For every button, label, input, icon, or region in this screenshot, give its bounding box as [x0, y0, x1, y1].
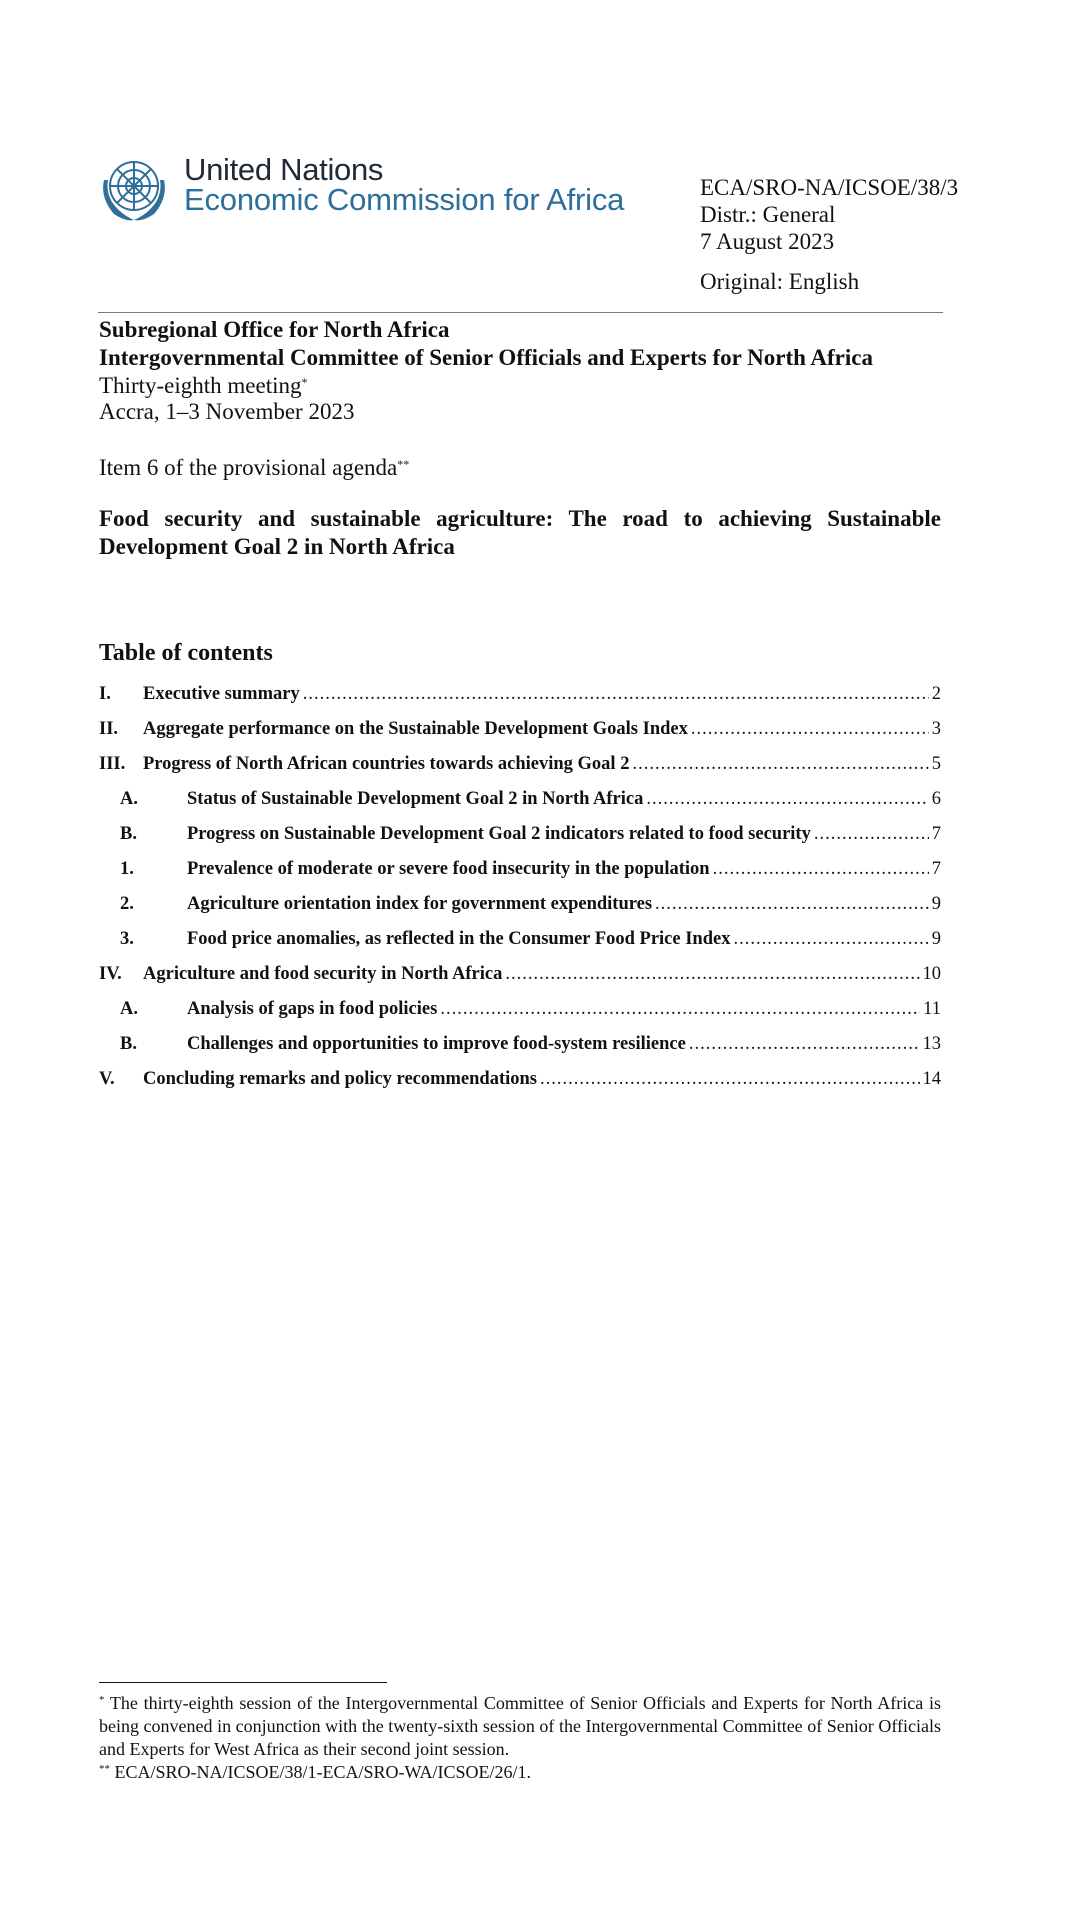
toc-entry-page: 2: [931, 684, 941, 704]
dot-leader: [540, 1066, 919, 1092]
toc-entry-page: 9: [931, 929, 941, 949]
office-name: Subregional Office for North Africa: [99, 317, 450, 342]
toc-entry[interactable]: [99, 821, 941, 847]
toc-entry[interactable]: [99, 1031, 941, 1057]
document-symbol: ECA/SRO-NA/ICSOE/38/3: [700, 175, 959, 200]
dot-leader: [713, 856, 929, 882]
toc-entry-label: Concluding remarks and policy recommendations: [143, 1069, 538, 1089]
toc-entry-number: 2.: [120, 894, 134, 914]
toc-entry-page: 11: [923, 999, 941, 1019]
toc-entry-label: Food price anomalies, as reflected in the Consumer Food Price Index: [187, 929, 731, 949]
toc-entry-label: Progress of North African countries towards achieving Goal 2: [143, 754, 630, 774]
toc-entry-page: 10: [922, 964, 941, 984]
footnote-2: ** ECA/SRO-NA/ICSOE/38/1-ECA/SRO-WA/ICSOE/26/1.: [99, 1762, 532, 1782]
toc-entry-label: Prevalence of moderate or severe food insecurity in the population: [187, 859, 710, 879]
footnote-1: * The thirty-eighth session of the Intergovernmental Committee of Senior Officials and Experts for North Africa is being convened in conjunction with the twenty-sixth session of the Intergovernmental Committee of Senior Officials and Experts for West Africa as their second joint session.: [99, 1693, 941, 1759]
org-name-line1: United Nations: [184, 152, 384, 187]
dot-leader: [646, 786, 928, 812]
toc-entry-number: A.: [120, 789, 138, 809]
document-title: Food security and sustainable agriculture: The road to achieving Sustainable Development Goal 2 in North Africa: [99, 506, 941, 559]
footnote-mark: **: [99, 1763, 110, 1775]
toc-entry-number: A.: [120, 999, 138, 1019]
dot-leader: [505, 961, 919, 987]
distribution: Distr.: General: [700, 202, 836, 227]
toc-entry-page: 3: [931, 719, 941, 739]
toc-entry[interactable]: [99, 961, 941, 987]
toc-entry-number: IV.: [99, 964, 122, 984]
toc-entry-label: Executive summary: [143, 684, 300, 704]
committee-name: Intergovernmental Committee of Senior Officials and Experts for North Africa: [99, 345, 873, 370]
toc-entry[interactable]: [99, 926, 941, 952]
dot-leader: [689, 1031, 920, 1057]
footnote-mark: *: [99, 1694, 105, 1706]
original-language: Original: English: [700, 269, 860, 294]
toc-entry[interactable]: [99, 1066, 941, 1092]
toc-entry-page: 6: [931, 789, 941, 809]
toc-entry[interactable]: [99, 891, 941, 917]
toc-entry-page: 5: [931, 754, 941, 774]
dot-leader: [814, 821, 929, 847]
toc-entry-label: Aggregate performance on the Sustainable Development Goals Index: [143, 719, 688, 739]
dot-leader: [303, 681, 929, 707]
toc-entry-page: 7: [931, 824, 941, 844]
org-name-line2: Economic Commission for Africa: [184, 182, 625, 217]
toc-entry-page: 9: [931, 894, 941, 914]
toc-entry-page: 7: [931, 859, 941, 879]
footnote-mark: **: [397, 457, 410, 471]
venue: Accra, 1–3 November 2023: [99, 399, 355, 424]
toc-entry[interactable]: [99, 856, 941, 882]
dot-leader: [440, 996, 920, 1022]
header-rule: [98, 312, 943, 313]
toc-entry-label: Agriculture orientation index for government expenditures: [187, 894, 653, 914]
toc-entry[interactable]: [99, 716, 941, 742]
toc-entry-label: Challenges and opportunities to improve food-system resilience: [187, 1034, 686, 1054]
agenda-item: Item 6 of the provisional agenda**: [99, 455, 410, 480]
dot-leader: [632, 751, 928, 777]
toc-entry-number: V.: [99, 1069, 115, 1089]
document-date: 7 August 2023: [700, 229, 835, 254]
toc-entry-label: Status of Sustainable Development Goal 2 in North Africa: [187, 789, 644, 809]
toc-entry-page: 13: [922, 1034, 941, 1054]
dot-leader: [691, 716, 929, 742]
toc-entry[interactable]: [99, 751, 941, 777]
toc-entry-number: II.: [99, 719, 119, 739]
toc-entry-page: 14: [922, 1069, 941, 1089]
dot-leader: [655, 891, 929, 917]
toc-entry-number: I.: [99, 684, 111, 704]
toc-entry-label: Progress on Sustainable Development Goal 2 indicators related to food security: [187, 824, 811, 844]
toc-entry-number: 3.: [120, 929, 134, 949]
footnote-rule: [99, 1682, 387, 1683]
dot-leader: [733, 926, 928, 952]
toc-entry-number: 1.: [120, 859, 134, 879]
toc-entry[interactable]: [99, 786, 941, 812]
un-emblem-icon: [96, 150, 172, 226]
session-name: Thirty-eighth meeting*: [99, 373, 308, 398]
toc-entry-label: Agriculture and food security in North Africa: [143, 964, 503, 984]
toc-entry-number: B.: [120, 824, 137, 844]
footnote-mark: *: [301, 375, 308, 389]
toc-entry-number: III.: [99, 754, 126, 774]
toc-entry-number: B.: [120, 1034, 137, 1054]
toc-entry[interactable]: [99, 996, 941, 1022]
toc-entry[interactable]: [99, 681, 941, 707]
toc-heading: Table of contents: [99, 640, 273, 666]
toc-entry-label: Analysis of gaps in food policies: [187, 999, 438, 1019]
